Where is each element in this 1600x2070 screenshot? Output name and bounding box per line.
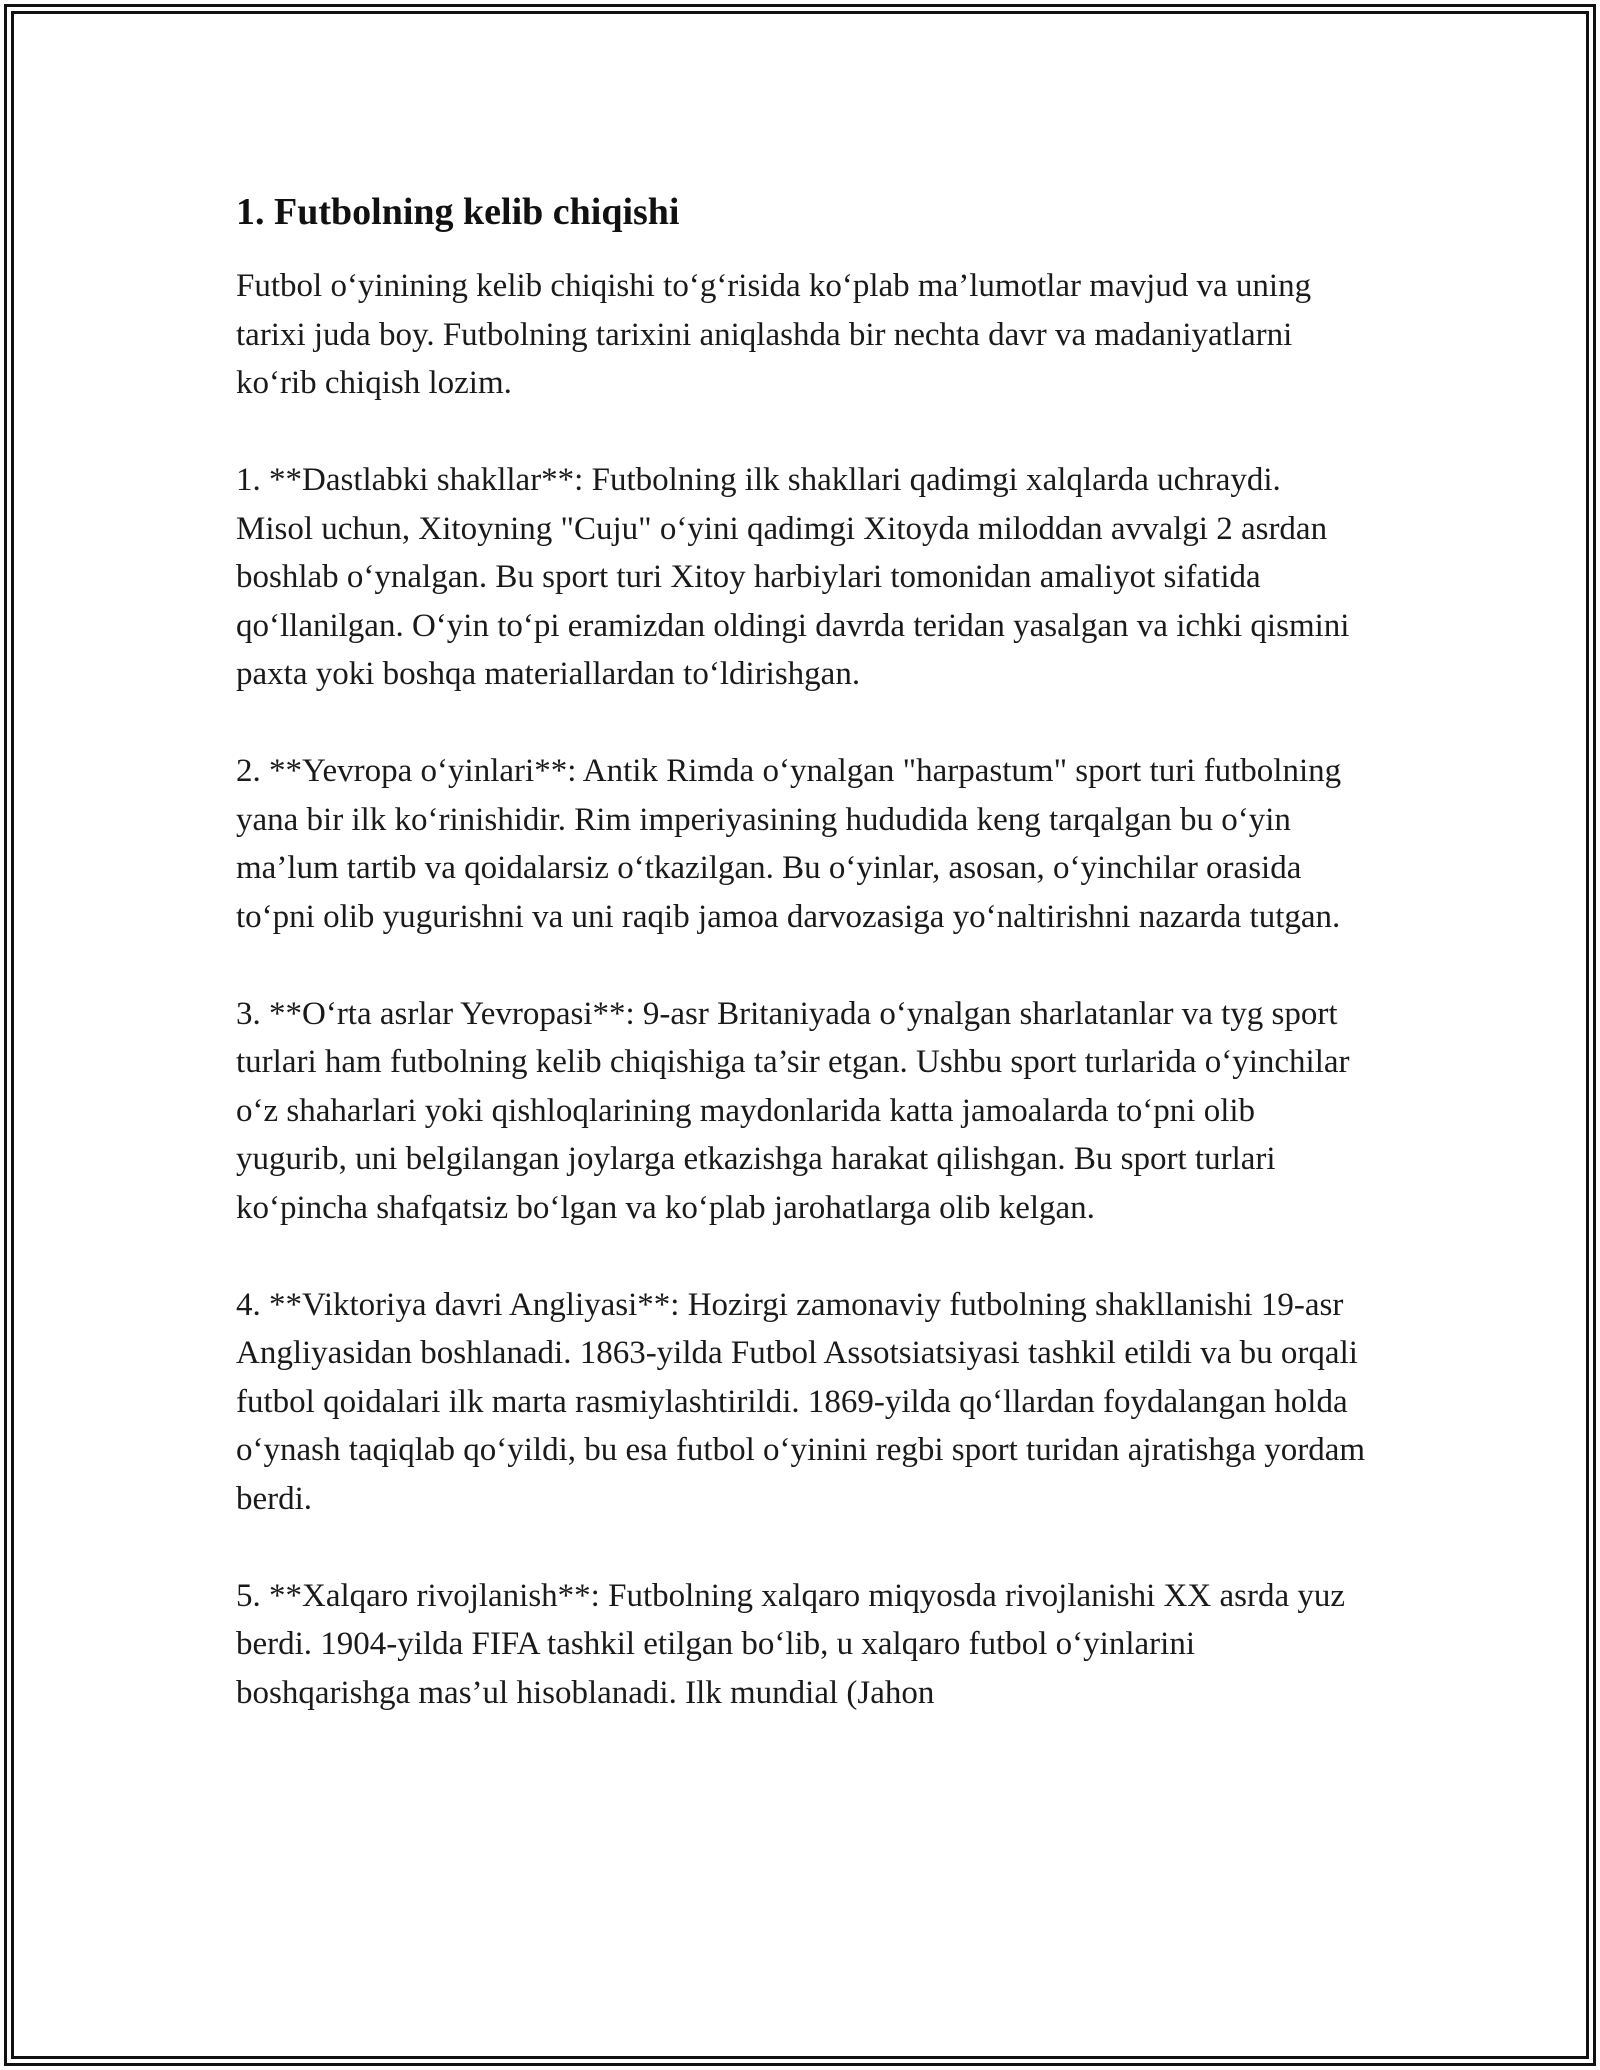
paragraph-yevropa-oyinlari: 2. **Yevropa o‘yinlari**: Antik Rimda o‘ynalgan "harpastum" sport turi futbolning yana bir ilk ko‘rinishidir. Rim imperiyasining hududida keng tarqalgan bu o‘yin ma’lum tartib va qoidalarsiz o‘tkazilgan. Bu o‘yinlar, asosan, o‘yinchilar orasida to‘pni olib yugurishni va uni raqib jamoa darvozasiga yo‘naltirishni nazarda tutgan. (236, 753, 1342, 935)
paragraph-orta-asrlar: 3. **O‘rta asrlar Yevropasi**: 9-asr Britaniyada o‘ynalgan sharlatanlar va tyg sport turlari ham futbolning kelib chiqishiga ta’sir etgan. Ushbu sport turlarida o‘yinchilar o‘z shaharlari yoki qishloqlarining maydonlarida katta jamoalarda to‘pni olib yugurib, uni belgilangan joylarga etkazishga harakat qilishgan. Bu sport turlari ko‘pincha shafqatsiz bo‘lgan va ko‘plab jarohatlarga olib kelgan. (236, 995, 1350, 1226)
section-heading: 1. Futbolning kelib chiqishi (236, 191, 680, 233)
paragraph-xalqaro-rivojlanish: 5. **Xalqaro rivojlanish**: Futbolning xalqaro miqyosda rivojlanishi XX asrda yuz berdi. 1904-yilda FIFA tashkil etilgan bo‘lib, u xalqaro futbol o‘yinlarini boshqarishga mas’ul hisoblanadi. Ilk mundial (Jahon (236, 1577, 1345, 1711)
intro-paragraph: Futbol o‘yinining kelib chiqishi to‘g‘risida ko‘plab ma’lumotlar mavjud va uning tarixi juda boy. Futbolning tarixini aniqlashda bir nechta davr va madaniyatlarni ko‘rib chiqish lozim. (236, 268, 1312, 401)
paragraph-viktoriya-davri: 4. **Viktoriya davri Angliyasi**: Hozirgi zamonaviy futbolning shakllanishi 19-asr Angliyasidan boshlanadi. 1863-yilda Futbol Assotsiatsiyasi tashkil etildi va bu orqali futbol qoidalari ilk marta rasmiylashtirildi. 1869-yilda qo‘llardan foydalangan holda o‘ynash taqiqlab qo‘yildi, bu esa futbol o‘yinini regbi sport turidan ajratishga yordam berdi. (236, 1286, 1366, 1517)
document-body (236, 188, 1366, 1717)
paragraph-dastlabki-shakllar: 1. **Dastlabki shakllar**: Futbolning ilk shakllari qadimgi xalqlarda uchraydi. Misol uchun, Xitoyning "Cuju" o‘yini qadimgi Xitoyda miloddan avvalgi 2 asrdan boshlab o‘ynalgan. Bu sport turi Xitoy harbiylari tomonidan amaliyot sifatida qo‘llanilgan. O‘yin to‘pi eramizdan oldingi davrda teridan yasalgan va ichki qismini paxta yoki boshqa materiallardan to‘ldirishgan. (236, 462, 1350, 692)
